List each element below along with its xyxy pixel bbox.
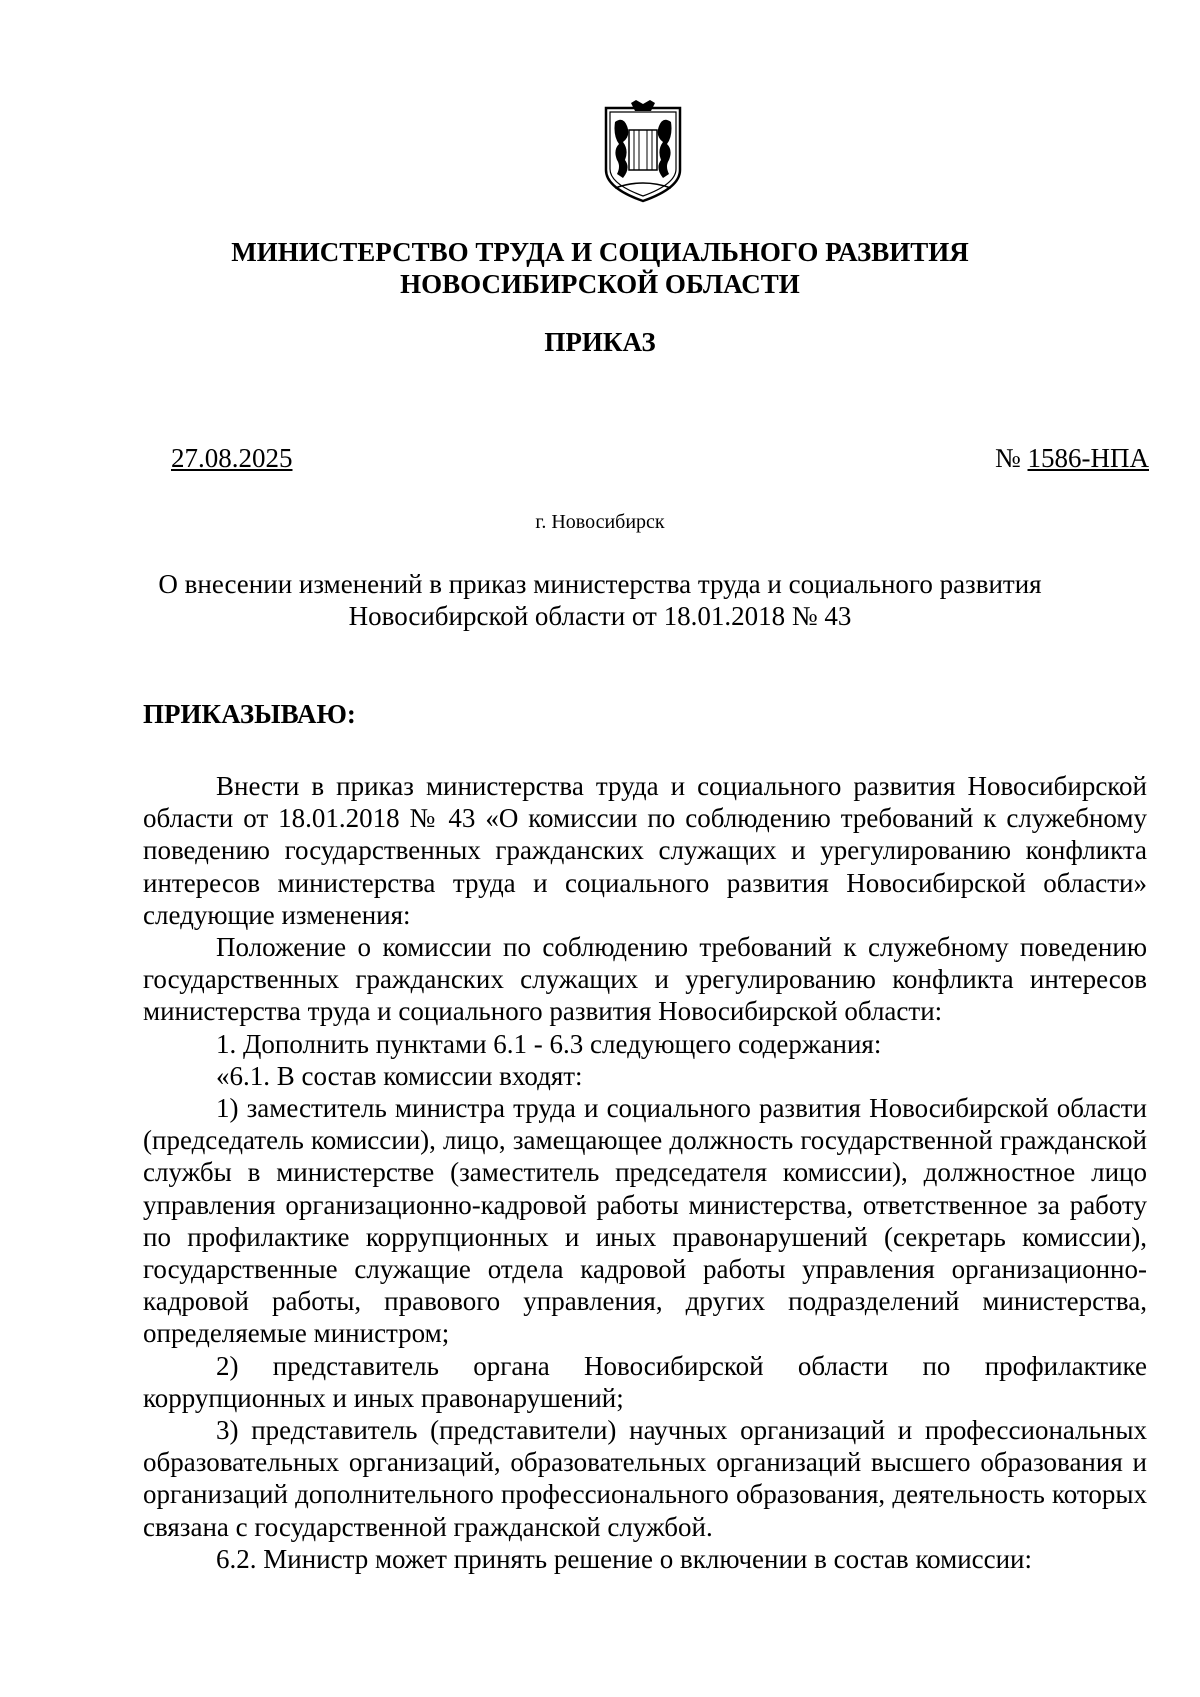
ministry-name xyxy=(0,236,1200,300)
order-directive-heading: ПРИКАЗЫВАЮ: xyxy=(143,699,356,729)
ministry-name-line-2: НОВОСИБИРСКОЙ ОБЛАСТИ xyxy=(400,269,800,299)
order-date: 27.08.2025 xyxy=(171,443,293,473)
city: г. Новосибирск xyxy=(535,511,665,533)
body-paragraph: 1) заместитель министра труда и социального развития Новосибирской области (председатель комиссии), лицо, замещающее должность государственной гражданской службы в министерстве (заместитель председателя комиссии), должностное лицо управления организационно-кадровой работы министерства, ответственное за работу по профилактике коррупционных и иных правонарушений (секретарь комиссии), государственные служащие отдела кадровой работы управления организационно-кадровой работы, правового управления, других подразделений министерства, определяемые министром; xyxy=(143,1093,1147,1349)
body-paragraph: Положение о комиссии по соблюдению требований к служебному поведению государственных гражданских служащих и урегулированию конфликта интересов министерства труда и социального развития Новосибирской области: xyxy=(143,932,1147,1027)
order-number xyxy=(995,442,1149,474)
order-number-prefix: № xyxy=(994,443,1021,473)
body-paragraph: Внести в приказ министерства труда и социального развития Новосибирской области от 18.01.2018 № 43 «О комиссии по соблюдению требований к служебному поведению государственных гражданских служащих и урегулированию конфликта интересов министерства труда и социального развития Новосибирской области» следующие изменения: xyxy=(143,771,1147,930)
order-subject-line-2: Новосибирской области от 18.01.2018 № 43 xyxy=(348,601,852,631)
body-paragraph: 2) представитель органа Новосибирской области по профилактике коррупционных и иных правонарушений; xyxy=(143,1350,1147,1413)
order-number-value: 1586-НПА xyxy=(1027,443,1149,473)
body-paragraph: 6.2. Министр может принять решение о включении в состав комиссии: xyxy=(216,1543,1033,1574)
body-paragraph: 3) представитель (представители) научных организаций и профессиональных образовательных организаций, образовательных организаций высшего образования и организаций дополнительного профессионального образования, деятельность которых связана с государственной гражданской службой. xyxy=(143,1415,1147,1542)
body-paragraph: 1. Дополнить пунктами 6.1 - 6.3 следующего содержания: xyxy=(216,1028,882,1059)
coat-of-arms-emblem xyxy=(601,100,685,204)
order-body xyxy=(143,770,1147,1575)
order-subject xyxy=(0,568,1200,632)
ministry-name-line-1: МИНИСТЕРСТВО ТРУДА И СОЦИАЛЬНОГО РАЗВИТИЯ xyxy=(231,237,969,267)
body-paragraph: «6.1. В состав комиссии входят: xyxy=(216,1060,583,1091)
order-subject-line-1: О внесении изменений в приказ министерства труда и социального развития xyxy=(158,569,1042,599)
order-title: ПРИКАЗ xyxy=(544,327,656,357)
